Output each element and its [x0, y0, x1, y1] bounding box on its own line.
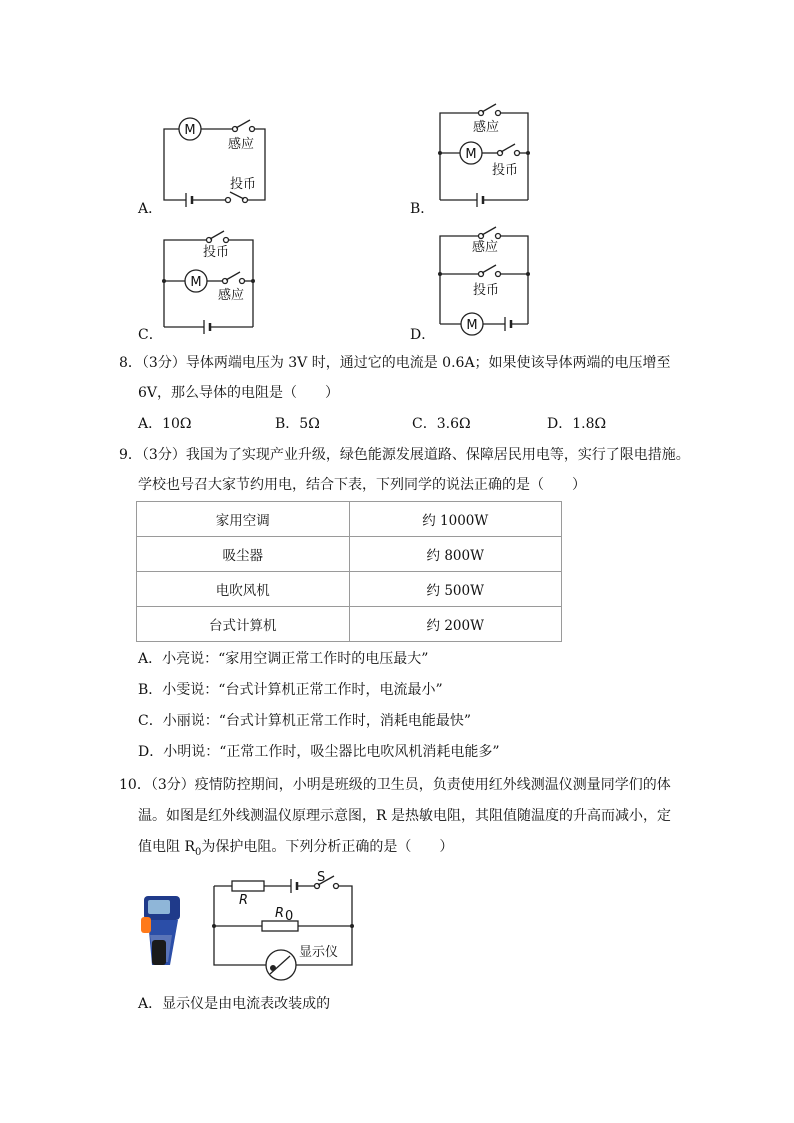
- q7-option-d-letter: D．: [410, 327, 436, 343]
- q8-stem-line2: 6V，那么导体的电阻是（ ）: [138, 385, 340, 401]
- svg-text:感应: 感应: [218, 288, 245, 303]
- device-cell: 吸尘器: [137, 537, 350, 572]
- q9-stem-line1: 9．（3分）我国为了实现产业升级，绿色能源发展道路、保障居民用电等，实行了限电措施。: [119, 447, 690, 463]
- svg-text:R: R: [239, 893, 249, 908]
- display-meter: [266, 950, 296, 980]
- svg-text:投币: 投币: [492, 163, 519, 178]
- q10-stem-line1: 10．（3分）疫情防控期间，小明是班级的卫生员，负责使用红外线测温仪测量同学们的体: [119, 777, 671, 793]
- svg-text:投币: 投币: [203, 245, 230, 260]
- motor-label: M: [184, 123, 196, 138]
- svg-text:S: S: [317, 870, 326, 885]
- q8-option-c[interactable]: C．3.6Ω: [412, 416, 471, 432]
- q9-option-a[interactable]: A．小亮说：“家用空调正常工作时的电压最大”: [138, 651, 429, 667]
- q8-option-d[interactable]: D．1.8Ω: [547, 416, 607, 432]
- svg-text:0: 0: [285, 909, 294, 924]
- q9-option-d[interactable]: D．小明说：“正常工作时，吸尘器比电吹风机消耗电能多”: [138, 744, 500, 760]
- svg-text:感应: 感应: [473, 120, 500, 135]
- power-cell: 约 500W: [349, 572, 562, 607]
- device-cell: 台式计算机: [137, 607, 350, 642]
- switch-top-label: 感应: [228, 137, 255, 152]
- q9-option-c[interactable]: C．小丽说：“台式计算机正常工作时，消耗电能最快”: [138, 713, 472, 729]
- device-cell: 电吹风机: [137, 572, 350, 607]
- svg-text:显示仪: 显示仪: [299, 945, 339, 960]
- q7-option-c-letter: C．: [138, 327, 163, 343]
- svg-text:M: M: [190, 275, 202, 290]
- q7-option-a-letter: A．: [138, 201, 163, 217]
- svg-text:M: M: [466, 318, 478, 333]
- q8-option-a[interactable]: A．10Ω: [138, 416, 192, 432]
- q9-option-b[interactable]: B．小雯说：“台式计算机正常工作时，电流最小”: [138, 682, 443, 698]
- svg-text:M: M: [465, 147, 477, 162]
- svg-text:R: R: [275, 906, 285, 921]
- power-cell: 约 800W: [349, 537, 562, 572]
- q8-option-b[interactable]: B．5Ω: [275, 416, 320, 432]
- svg-text:感应: 感应: [472, 240, 499, 255]
- switch-bottom-label: 投币: [230, 177, 257, 192]
- thermistor-r: [232, 881, 264, 891]
- q10-stem-line2: 温。如图是红外线测温仪原理示意图，R 是热敏电阻，其阻值随温度的升高而减小，定: [138, 808, 671, 824]
- svg-text:投币: 投币: [473, 283, 500, 298]
- q9-stem-line2: 学校也号召大家节约用电，结合下表，下列同学的说法正确的是（ ）: [138, 477, 586, 493]
- device-cell: 家用空调: [137, 502, 350, 537]
- power-cell: 约 1000W: [349, 502, 562, 537]
- q10-option-a[interactable]: A．显示仪是由电流表改装成的: [138, 996, 331, 1012]
- power-cell: 约 200W: [349, 607, 562, 642]
- q8-stem-line1: 8．（3分）导体两端电压为 3V 时，通过它的电流是 0.6A；如果使该导体两端的电压增至: [119, 355, 671, 371]
- q10-stem-line3: 值电阻 $R_0$为保护电阻。下列分析正确的是（ ）: [138, 839, 454, 858]
- q7-option-b-letter: B．: [410, 201, 435, 217]
